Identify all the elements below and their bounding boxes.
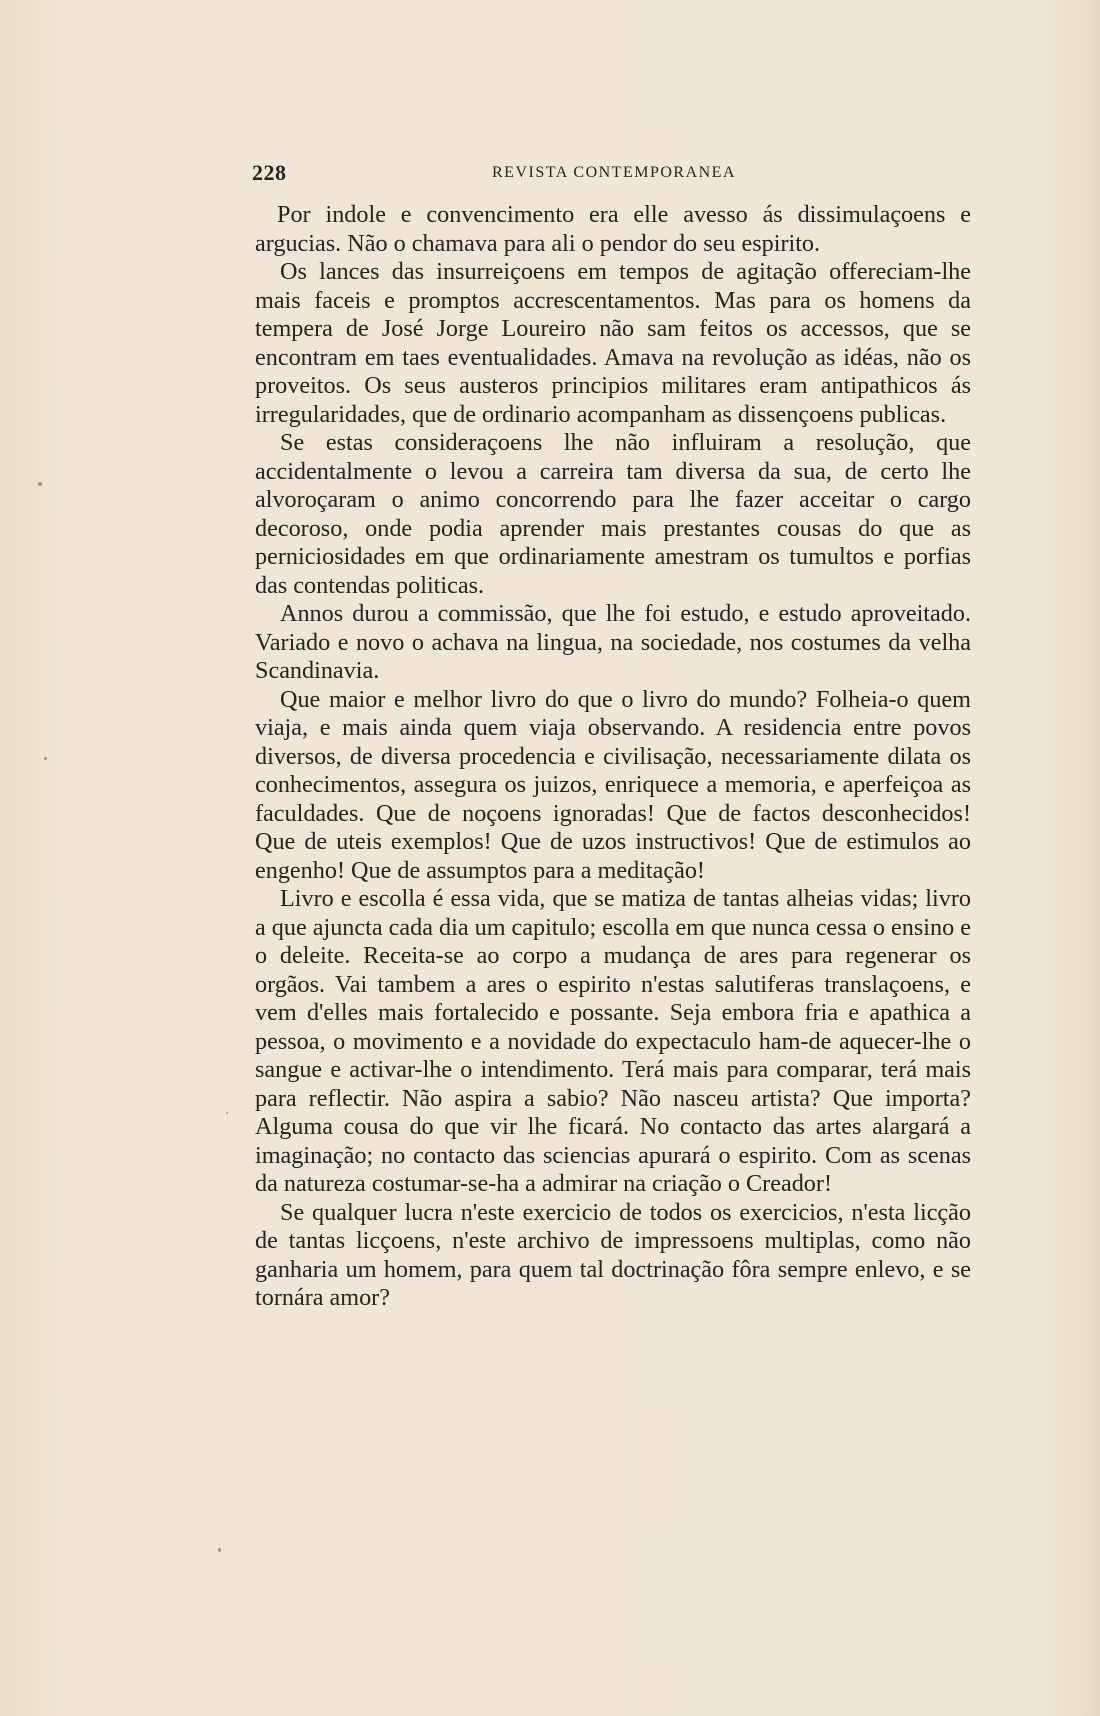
paragraph-3: Se estas consideraçoens lhe não influiram a resolução, que accidentalmente o levou a carreira tam diversa da sua, de certo lhe alvoroçaram o animo concorrendo para lhe fazer acceitar o cargo decoroso, onde podia aprender mais prestantes cousas do que as perniciosidades em que ordinariamente amestram os tumultos e porfias das contendas politicas. — [255, 429, 971, 599]
running-head: REVISTA CONTEMPORANEA — [492, 164, 737, 181]
paragraph-2: Os lances das insurreiçoens em tempos de agitação offereciam-lhe mais faceis e promptos accrescentamentos. Mas para os homens da tempera de José Jorge Loureiro não sam feitos os accessos, que se encontram em taes eventualidades. Amava na revolução as idéas, não os proveitos. Os seus austeros principios militares eram antipathicos ás irregularidades, que de ordinario acompanham as dissençoens publicas. — [255, 258, 971, 428]
paper-speck — [44, 757, 47, 760]
paragraph-4: Annos durou a commissão, que lhe foi estudo, e estudo aproveitado. Variado e novo o achava na lingua, na sociedade, nos costumes da velha Scandinavia. — [255, 600, 971, 684]
page-header — [252, 160, 972, 186]
paper-speck — [218, 1548, 221, 1552]
paragraph-5: Que maior e melhor livro do que o livro do mundo? Folheia-o quem viaja, e mais ainda quem viaja observando. A residencia entre povos diversos, de diversa procedencia e civilisação, necessariamente dilata os conhecimentos, assegura os juizos, enriquece a memoria, e aperfeiçoa as faculdades. Que de noçoens ignoradas! Que de factos desconhecidos! Que de uteis exemplos! Que de uzos instructivos! Que de estimulos ao engenho! Que de assumptos para a meditação! — [255, 685, 971, 884]
paragraph-6: Livro e escolla é essa vida, que se matiza de tantas alheias vidas; livro a que ajuncta cada dia um capitulo; escolla em que nunca cessa o ensino e o deleite. Receita-se ao corpo a mudança de ares para regenerar os orgãos. Vai tambem a ares o espirito n'estas salutiferas translaçoens, e vem d'elles mais fortalecido e possante. Seja embora fria e apathica a pessoa, o movimento e a novidade do expectaculo ham-de aquecer-lhe o sangue e activar-lhe o intendimento. Terá mais para comparar, terá mais para reflectir. Não aspira a sabio? Não nasceu artista? Que importa? Alguma cousa do que vir lhe ficará. No contacto das artes alargará a imaginação; no contacto das sciencias apurará o espirito. Com as scenas da natureza costumar-se-ha a admirar na criação o Creador! — [255, 885, 971, 1197]
paper-speck — [38, 482, 42, 486]
paper-speck — [226, 1112, 228, 1114]
paragraph-1: Por indole e convencimento era elle avesso ás dissimulaçoens e argucias. Não o chamava para ali o pendor do seu espirito. — [255, 201, 971, 257]
body-text — [255, 201, 971, 1313]
page-number: 228 — [252, 160, 287, 185]
paragraph-7: Se qualquer lucra n'este exercicio de todos os exercicios, n'esta licção de tantas licçoens, n'este archivo de impressoens multiplas, como não ganharia um homem, para quem tal doctrinação fôra sempre enlevo, e se tornára amor? — [255, 1198, 971, 1311]
